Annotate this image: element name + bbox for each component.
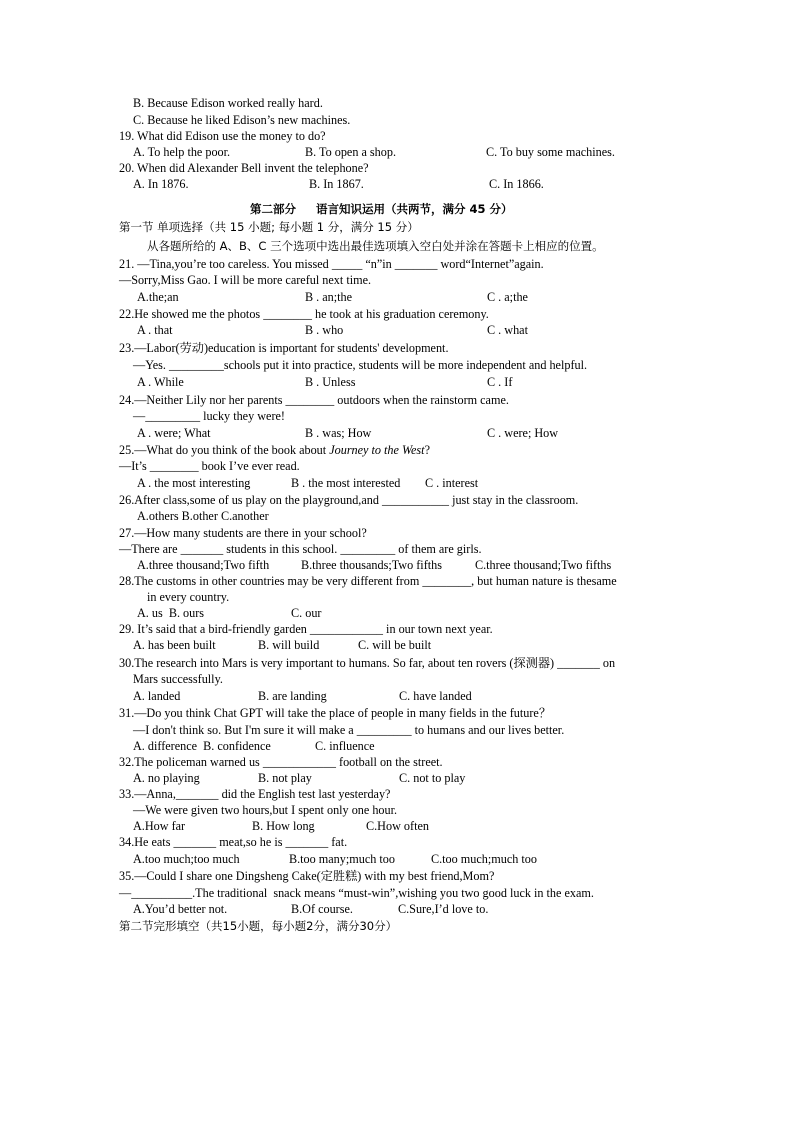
q30-question: 30.The research into Mars is very important to humans. So far, about ten rovers (探测器) _______ on [119, 656, 616, 670]
q29-option-b: B. will build [258, 638, 320, 652]
part-two-heading: 第二部分 语言知识运用（共两节，满分 45 分） [250, 202, 513, 216]
q31-response: —I don't think so. But I'm sure it will make a _________ to humans and our lives better. [133, 723, 565, 737]
q29-option-a: A. has been built [133, 638, 216, 652]
q23-question: 23.—Labor(劳动)education is important for students' development. [119, 341, 449, 355]
q22-option-b: B . who [305, 323, 344, 337]
q21-option-a: A.the;an [137, 290, 179, 304]
q34-option-c: C.too much;much too [431, 852, 537, 866]
q24-option-b: B . was; How [305, 426, 372, 440]
q35-question: 35.—Could I share one Dingsheng Cake(定胜糕) with my best friend,Mom? [119, 869, 495, 883]
q32-option-c: C. not to play [399, 771, 466, 785]
q22-question: 22.He showed me the photos ________ he took at his graduation ceremony. [119, 307, 489, 321]
q24-response: —_________ lucky they were! [133, 409, 285, 423]
section-one-heading: 第一节 单项选择（共 15 小题; 每小题 1 分，满分 15 分） [119, 220, 419, 234]
q19-option-c: C. To buy some machines. [486, 145, 615, 159]
q25-question-text: 25.—What do you think of the book about [119, 443, 330, 457]
q33-question: 33.—Anna,_______ did the English test last yesterday? [119, 787, 391, 801]
q27-option-a: A.three thousand;Two fifth [137, 558, 270, 572]
q29-option-c: C. will be built [358, 638, 432, 652]
q19-option-b: B. To open a shop. [305, 145, 397, 159]
q34-option-a: A.too much;too much [133, 852, 240, 866]
q33-response: —We were given two hours,but I spent only one hour. [133, 803, 398, 817]
q19-option-a: A. To help the poor. [133, 145, 231, 159]
q35-option-a: A.You’d better not. [133, 902, 228, 916]
q25-option-c: C . interest [425, 476, 479, 490]
q28-question: 28.The customs in other countries may be very different from ________, but human nature is thesame [119, 574, 617, 588]
q22-option-c: C . what [487, 323, 528, 337]
q30-option-c: C. have landed [399, 689, 472, 703]
q31-option-c: C. influence [315, 739, 375, 753]
q20-question: 20. When did Alexander Bell invent the telephone? [119, 161, 369, 175]
q32-option-b: B. not play [258, 771, 312, 785]
q33-option-a: A.How far [133, 819, 186, 833]
q27-option-c: C.three thousand;Two fifths [475, 558, 612, 572]
q32-option-a: A. no playing [133, 771, 200, 785]
q21-option-c: C . a;the [487, 290, 528, 304]
q30-question-cont: Mars successfully. [133, 672, 223, 686]
q33-option-b: B. How long [252, 819, 315, 833]
q21-question: 21. —Tina,you’re too careless. You missed _____ “n”in _______ word“Internet”again. [119, 257, 544, 271]
q30-option-b: B. are landing [258, 689, 327, 703]
q19-question: 19. What did Edison use the money to do? [119, 129, 326, 143]
q34-option-b: B.too many;much too [289, 852, 395, 866]
q23-option-a: A . While [137, 375, 184, 389]
q34-question: 34.He eats _______ meat,so he is _______ fat. [119, 835, 348, 849]
q26-question: 26.After class,some of us play on the playground,and ___________ just stay in the classroom. [119, 493, 579, 507]
q31-question: 31.—Do you think Chat GPT will take the place of people in many fields in the future？ [119, 706, 552, 720]
q27-option-b: B.three thousands;Two fifths [301, 558, 442, 572]
q21-option-b: B . an;the [305, 290, 353, 304]
q23-option-b: B . Unless [305, 375, 356, 389]
q18-option-c: C. Because he liked Edison’s new machines. [133, 113, 351, 127]
q20-option-b: B. In 1867. [309, 177, 364, 191]
q28-option-c: C. our [291, 606, 322, 620]
q27-question: 27.—How many students are there in your school? [119, 526, 367, 540]
q25-question [119, 443, 430, 457]
section-one-instructions: 从各题所给的 A、B、C 三个选项中选出最佳选项填入空白处并涂在答题卡上相应的位置。 [147, 239, 604, 253]
q21-response: —Sorry,Miss Gao. I will be more careful next time. [119, 273, 372, 287]
q25-option-b: B . the most interested [291, 476, 401, 490]
q31-option-ab: A. difference B. confidence [133, 739, 271, 753]
q35-response: —__________.The traditional snack means “must-win”,wishing you two good luck in the exam. [119, 886, 594, 900]
q24-option-c: C . were; How [487, 426, 559, 440]
q23-response: —Yes. _________schools put it into practice, students will be more independent and helpful. [133, 358, 588, 372]
q24-option-a: A . were; What [137, 426, 211, 440]
q27-response: —There are _______ students in this school. _________ of them are girls. [119, 542, 482, 556]
q29-question: 29. It’s said that a bird-friendly garden ____________ in our town next year. [119, 622, 493, 636]
q35-option-c: C.Sure,I’d love to. [398, 902, 489, 916]
q23-option-c: C . If [487, 375, 513, 389]
q32-question: 32.The policeman warned us ____________ football on the street. [119, 755, 443, 769]
q26-options: A.others B.other C.another [137, 509, 269, 523]
q20-option-c: C. In 1866. [489, 177, 544, 191]
q22-option-a: A . that [137, 323, 173, 337]
q35-option-b: B.Of course. [291, 902, 353, 916]
q28-question-cont: in every country. [147, 590, 230, 604]
q28-option-ab: A. us B. ours [137, 606, 205, 620]
q24-question: 24.—Neither Lily nor her parents ________ outdoors when the rainstorm came. [119, 393, 509, 407]
q25-option-a: A . the most interesting [137, 476, 251, 490]
q25-book-title: Journey to the West [329, 443, 425, 457]
q33-option-c: C.How often [366, 819, 429, 833]
section-two-heading: 第二节完形填空（共15小题，每小题2分，满分30分） [119, 919, 398, 933]
q20-option-a: A. In 1876. [133, 177, 189, 191]
q25-question-mark: ? [424, 443, 430, 457]
q25-response: —It’s ________ book I’ve ever read. [119, 459, 300, 473]
q30-option-a: A. landed [133, 689, 181, 703]
q18-option-b: B. Because Edison worked really hard. [133, 96, 323, 110]
